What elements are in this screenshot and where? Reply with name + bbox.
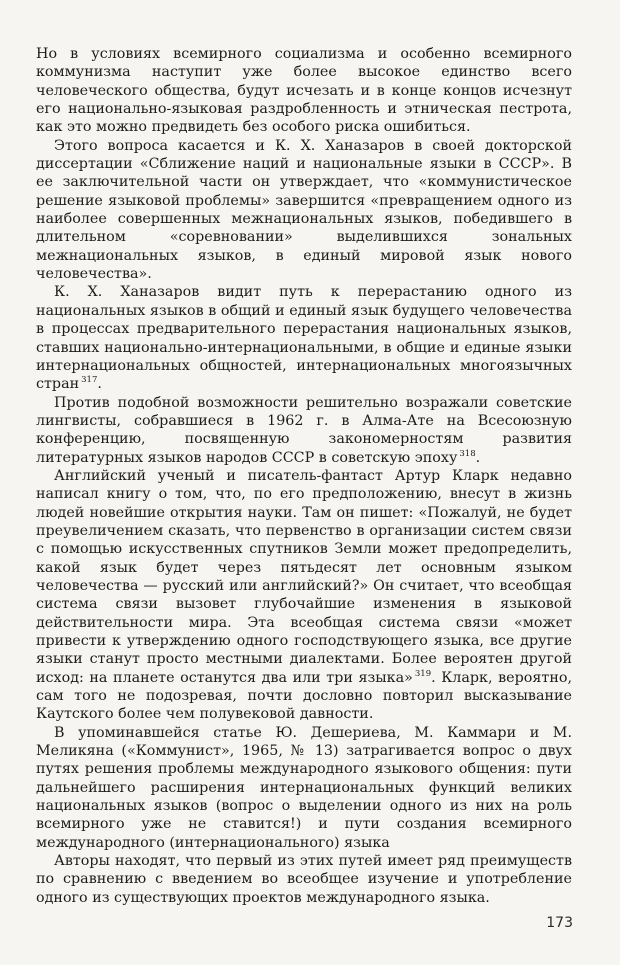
paragraph-2 [36, 137, 572, 284]
paragraph-4 [36, 394, 572, 467]
footnote-ref-318: 318 [459, 448, 476, 459]
footnote-ref-319: 319 [414, 668, 432, 679]
paragraph-7 [36, 852, 572, 907]
footnote-ref-317: 317 [81, 375, 98, 386]
paragraph-4-text: Против подобной возможности решительно возражали советские лингвисты, собравшиеся в 1962 г. в Алма-Ате на Всесоюзную конференцию, посвященную закономерностям развития литературных языков народов СССР в советскую эпоху [36, 394, 572, 466]
paragraph-3-tail: . [97, 376, 102, 393]
body-text [36, 45, 572, 907]
paragraph-1-text: Но в условиях всемирного социализма и особенно всемирного коммунизма наступит уже более высокое единство всего человеческого общества, будут исчезать и в конце концов исчезнут его национально-языковая раздробленность и этническая пестрота, как это можно предвидеть без особого риска ошибиться. [36, 46, 572, 136]
paragraph-5-text: Английский ученый и писатель-фантаст Артур Кларк недавно написал книгу о том, что, по его предположению, внесут в жизнь людей новейшие открытия науки. Там он пишет: «Пожалуй, не будет преувеличением сказать, что первенство в организации систем связи с помощью искусственных спутников Земли может предопределить, какой язык будет через пятьдесят лет основным языком человечества — русский или английский?» Он считает, что всеобщая система связи вызовет глубочайшие изменения в языковой действительности мира. Эта всеобщая система связи «может привести к утверждению одного господствующего языка, все другие языки станут просто местными диалектами. Более вероятен другой исход: на планете останутся два или три языка» [36, 467, 572, 686]
paragraph-6 [36, 724, 572, 852]
paragraph-1 [36, 45, 572, 137]
paragraph-6-text: В упоминавшейся статье Ю. Дешериева, М. Каммари и М. Меликяна («Коммунист», 1965, № 13) затрагивается вопрос о двух путях решения проблемы международного языкового общения: пути дальнейшего расширения интернациональных функций великих национальных языков (вопрос о выделении одного из них на роль всемирного уже не ставится!) и пути создания всемирного международного (интернационального) языка [36, 724, 572, 851]
paragraph-5 [36, 467, 572, 724]
paragraph-2-text: Этого вопроса касается и К. Х. Ханазаров в своей докторской диссертации «Сближение наций и национальные языки в СССР». В ее заключительной части он утверждает, что «коммунистическое решение языковой проблемы» завершится «превращением одного из наиболее совершенных межнациональных языков, победившего в длительном «соревновании» выделившихся зональных межнациональных языков, в единый мировой язык нового человечества». [36, 137, 572, 283]
paragraph-5-tail: . Кларк, вероятно, сам того не подозревая, почти дословно повторил высказывание Каутского более чем полувековой давности. [36, 669, 572, 723]
paragraph-7-text: Авторы находят, что первый из этих путей имеет ряд преимуществ по сравнению с введением во всеобщее изучение и употребление одного из существующих проектов международного языка. [36, 853, 572, 906]
paragraph-3 [36, 283, 572, 393]
paragraph-4-tail: . [475, 449, 481, 466]
paragraph-3-text: К. Х. Ханазаров видит путь к перерастанию одного из национальных языков в общий и единый язык будущего человечества в процессах предварительного перерастания национальных языков, ставших национально-интернациональными, в общие и единые языки интернациональных общностей, интернациональных многоязычных стран [36, 284, 572, 393]
page-number: 173 [546, 915, 573, 931]
